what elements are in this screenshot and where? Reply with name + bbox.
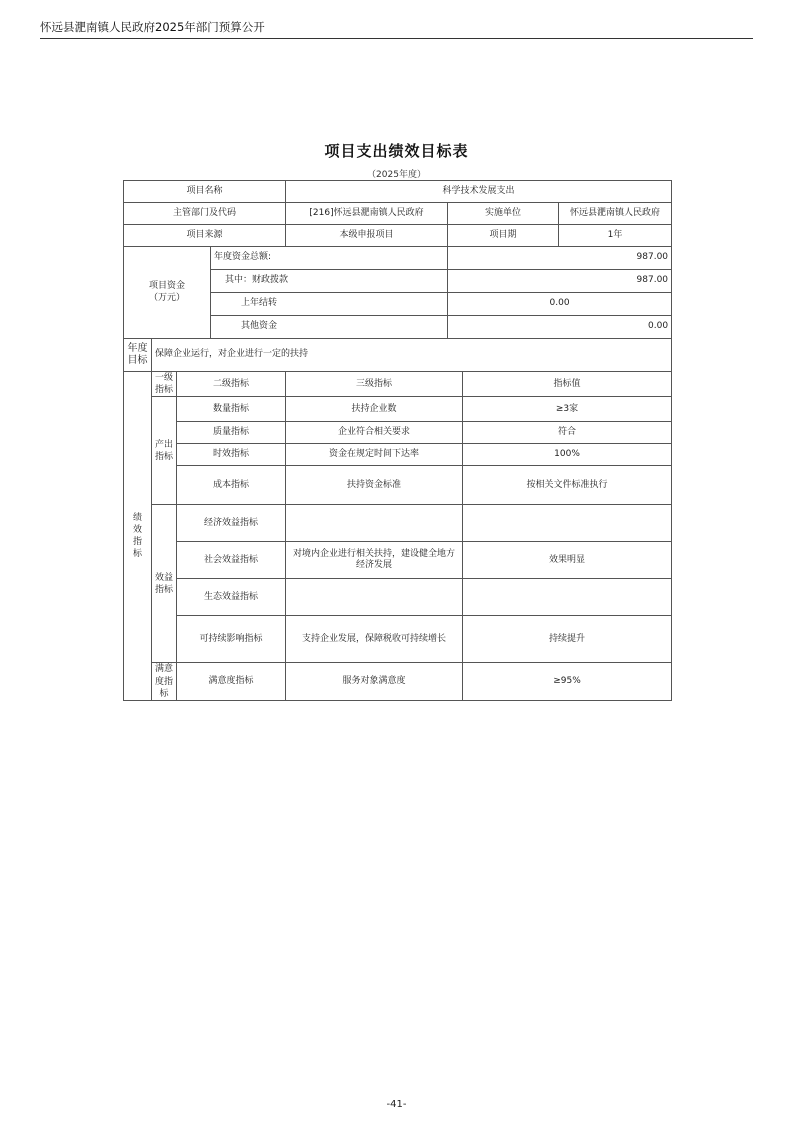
- benefit-l2: 可持续影响指标: [177, 616, 286, 663]
- annual-goal-label-text: 年度 目标: [127, 342, 148, 366]
- funds-label-text: 项目资金 （万元）: [148, 281, 185, 303]
- period-label: 项目期: [448, 225, 559, 247]
- benefit-label-text: 效益指标: [154, 572, 173, 595]
- source-label: 项目来源: [124, 225, 286, 247]
- fund-row-value: 0.00: [448, 293, 672, 316]
- output-value: ≥3家: [463, 397, 672, 422]
- output-l2: 成本指标: [177, 466, 286, 505]
- performance-goal-table: [123, 180, 672, 701]
- impl-value: 怀远县淝南镇人民政府: [559, 203, 672, 225]
- period-value: 1年: [559, 225, 672, 247]
- output-l3: 扶持企业数: [286, 397, 463, 422]
- fund-row-label: 其中：财政拨款: [211, 270, 448, 293]
- benefit-l2: 经济效益指标: [177, 505, 286, 542]
- header-l1-text: 一级指标: [154, 373, 173, 396]
- project-name-label: 项目名称: [124, 181, 286, 203]
- output-l2: 质量指标: [177, 422, 286, 444]
- page-number: -41-: [386, 1099, 407, 1110]
- benefit-value: [463, 579, 672, 616]
- row-output-quality: [124, 422, 672, 444]
- row-fund-total: [124, 247, 672, 270]
- row-output-quantity: [124, 397, 672, 422]
- row-source: [124, 225, 672, 247]
- fund-row-value: 0.00: [448, 316, 672, 339]
- header-l1: [152, 372, 177, 397]
- dept-value: [216]怀远县淝南镇人民政府: [286, 203, 448, 225]
- source-value: 本级申报项目: [286, 225, 448, 247]
- output-label: [152, 397, 177, 505]
- row-output-cost: [124, 466, 672, 505]
- dept-label: 主管部门及代码: [124, 203, 286, 225]
- satisfaction-label: [152, 663, 177, 701]
- perf-label-text: 绩效指标: [132, 512, 142, 560]
- benefit-l3: [286, 505, 463, 542]
- fund-row-label: 其他资金: [211, 316, 448, 339]
- project-name-value: 科学技术发展支出: [286, 181, 672, 203]
- header-l3: 三级指标: [286, 372, 463, 397]
- output-l2: 时效指标: [177, 444, 286, 466]
- output-value: 100%: [463, 444, 672, 466]
- table-year: （2025年度）: [367, 170, 426, 180]
- benefit-l3: [286, 579, 463, 616]
- fund-row-label: 上年结转: [211, 293, 448, 316]
- row-perf-header: [124, 372, 672, 397]
- funds-label: [124, 247, 211, 339]
- output-l2: 数量指标: [177, 397, 286, 422]
- output-l3: 资金在规定时间下达率: [286, 444, 463, 466]
- satisfaction-value: ≥95%: [463, 663, 672, 701]
- benefit-value: 效果明显: [463, 542, 672, 579]
- row-benefit-sustainable: [124, 616, 672, 662]
- satisfaction-l2: 满意度指标: [177, 663, 286, 701]
- benefit-l2: 生态效益指标: [177, 579, 286, 616]
- satisfaction-label-text: 满意度指标: [154, 664, 173, 699]
- row-dept: [124, 203, 672, 225]
- benefit-value: [463, 505, 672, 542]
- output-value: 按相关文件标准执行: [463, 466, 672, 505]
- perf-label: [124, 372, 152, 701]
- row-satisfaction: [124, 663, 672, 701]
- table-title: 项目支出绩效目标表: [324, 142, 469, 160]
- impl-label: 实施单位: [448, 203, 559, 225]
- annual-goal-text: 保障企业运行，对企业进行一定的扶持: [152, 339, 672, 372]
- header-l2: 二级指标: [177, 372, 286, 397]
- benefit-l3: 支持企业发展，保障税收可持续增长: [286, 616, 463, 663]
- output-l3: 扶持资金标准: [286, 466, 463, 505]
- fund-row-value: 987.00: [448, 270, 672, 293]
- row-annual-goal: [124, 339, 672, 372]
- output-value: 符合: [463, 422, 672, 444]
- benefit-label: [152, 505, 177, 663]
- output-label-text: 产出指标: [154, 439, 173, 462]
- satisfaction-l3: 服务对象满意度: [286, 663, 463, 701]
- header-divider: [40, 38, 753, 39]
- fund-row-label: 年度资金总额:: [211, 247, 448, 270]
- row-benefit-ecological: [124, 579, 672, 615]
- output-l3: 企业符合相关要求: [286, 422, 463, 444]
- row-output-timeliness: [124, 444, 672, 466]
- row-benefit-economic: [124, 505, 672, 541]
- row-benefit-social: [124, 542, 672, 578]
- annual-goal-label: [124, 339, 152, 372]
- fund-row-value: 987.00: [448, 247, 672, 270]
- header-value: 指标值: [463, 372, 672, 397]
- page-header: 怀远县淝南镇人民政府2025年部门预算公开: [40, 20, 265, 34]
- benefit-l3: 对境内企业进行相关扶持，建设健全地方经济发展: [286, 542, 463, 579]
- row-project-name: [124, 181, 672, 203]
- benefit-value: 持续提升: [463, 616, 672, 663]
- benefit-l2: 社会效益指标: [177, 542, 286, 579]
